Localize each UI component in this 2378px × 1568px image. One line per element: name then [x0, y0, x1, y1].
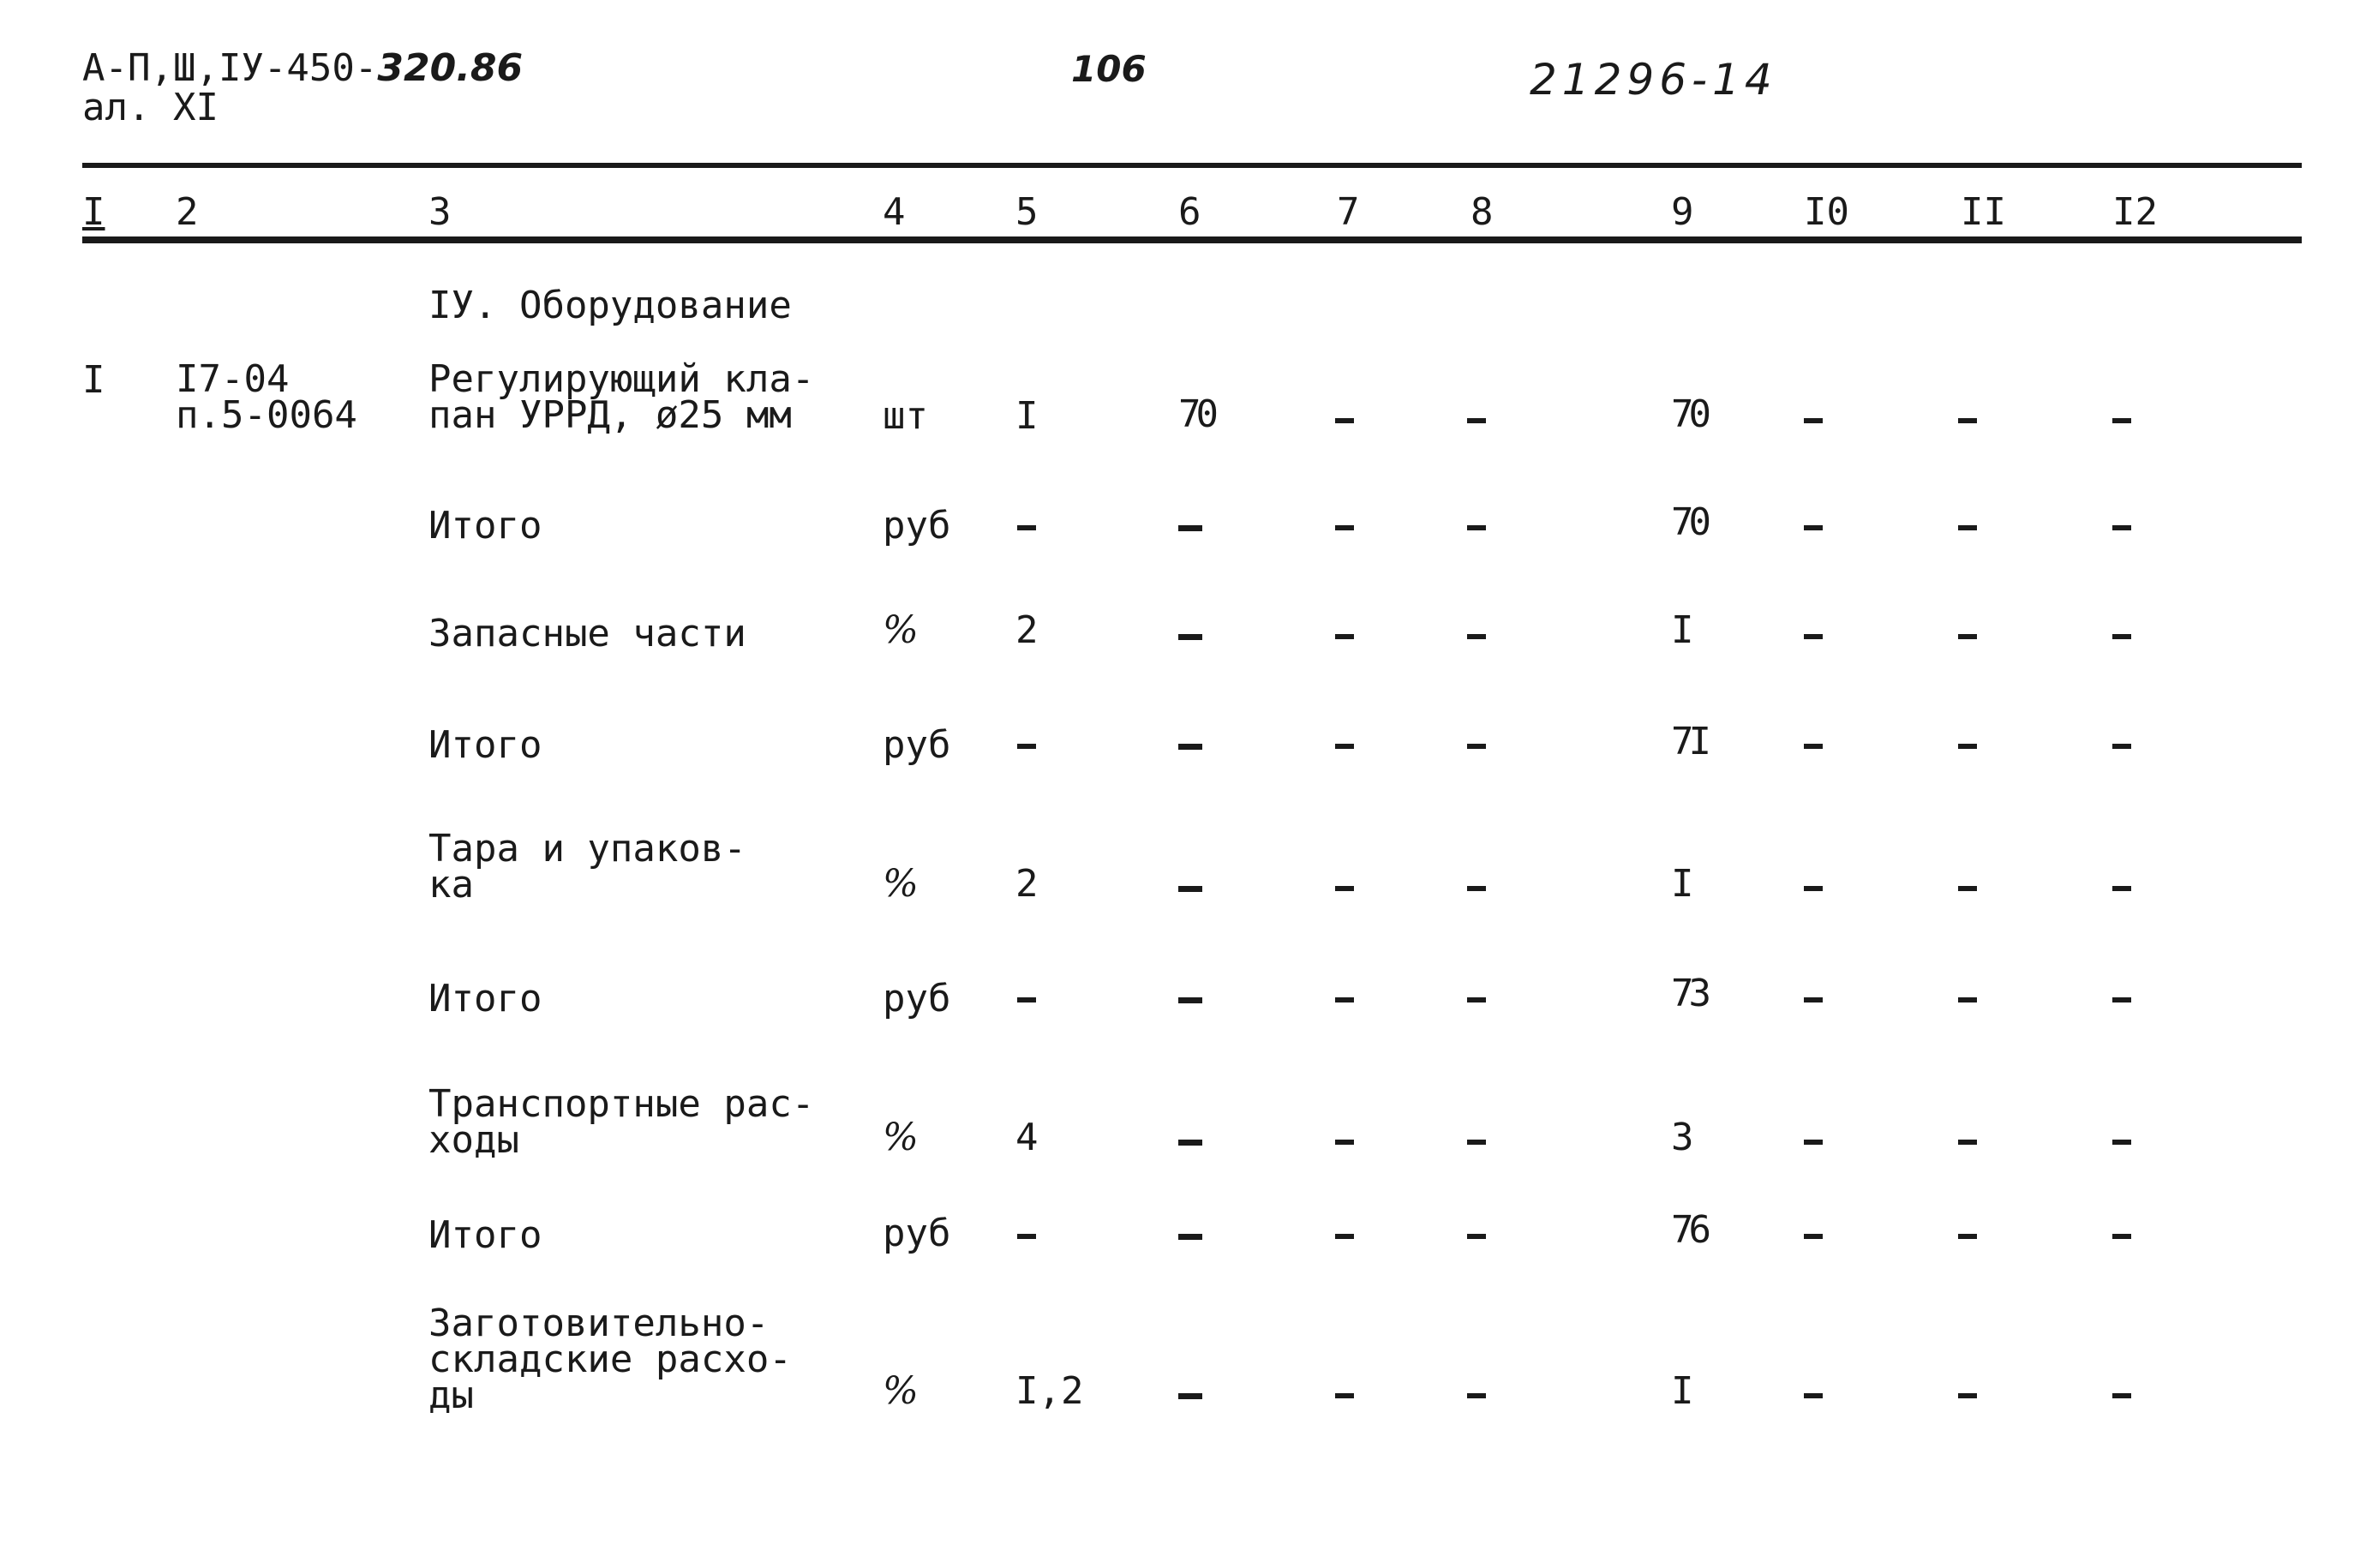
quantity: I,2 — [1015, 1369, 1084, 1413]
dash — [1467, 997, 1486, 1002]
total-cost: 70 — [1671, 500, 1706, 544]
dash — [1958, 1140, 1977, 1145]
dash — [1017, 1234, 1036, 1239]
total-cost: I — [1671, 1369, 1694, 1413]
column-header-8: 8 — [1471, 190, 1494, 234]
unit: руб — [883, 723, 951, 767]
quantity: I — [1015, 394, 1039, 438]
page-number: 106 — [1071, 48, 1147, 90]
table-top-rule — [82, 163, 2302, 168]
dash — [1958, 997, 1977, 1002]
dash — [1178, 634, 1202, 640]
total-cost: 3 — [1671, 1116, 1694, 1159]
dash — [2112, 634, 2131, 639]
dash — [1467, 1140, 1486, 1145]
dash — [1178, 1234, 1202, 1240]
total-cost: 76 — [1671, 1208, 1706, 1252]
dash — [2112, 997, 2131, 1002]
column-header-11: II — [1961, 190, 2006, 234]
dash — [1335, 886, 1354, 891]
doc-code — [82, 46, 524, 90]
column-header-12: I2 — [2112, 190, 2158, 234]
dash — [1958, 744, 1977, 749]
dash — [1958, 1234, 1977, 1239]
item-description: Итого — [428, 977, 542, 1020]
dash — [1335, 634, 1354, 639]
column-header-6: 6 — [1178, 190, 1201, 234]
column-header-5: 5 — [1015, 190, 1039, 234]
dash — [1804, 886, 1823, 891]
item-description: Итого — [428, 1213, 542, 1257]
total-cost: I — [1671, 608, 1694, 652]
dash — [1804, 634, 1823, 639]
dash — [1467, 886, 1486, 891]
unit: руб — [883, 504, 951, 548]
dash — [1335, 997, 1354, 1002]
unit: % — [883, 1116, 919, 1159]
unit: % — [883, 1369, 919, 1413]
dash — [1467, 1234, 1486, 1239]
dash — [1467, 525, 1486, 530]
dash — [1958, 634, 1977, 639]
doc-code-prefix: А-П,Ш,IУ-450- — [82, 46, 378, 90]
dash — [1017, 744, 1036, 749]
total-cost: 73 — [1671, 972, 1706, 1015]
unit: шт — [883, 394, 928, 438]
item-description: Заготовительно- складские расхо- ды — [428, 1302, 792, 1417]
item-description: Итого — [428, 504, 542, 548]
doc-number: 21296-14 — [1530, 55, 1777, 105]
dash — [1178, 997, 1202, 1003]
table-header-rule — [82, 236, 2302, 243]
dash — [1958, 886, 1977, 891]
total-cost: 70 — [1671, 392, 1706, 436]
unit: руб — [883, 977, 951, 1020]
unit: руб — [883, 1212, 951, 1255]
dash — [2112, 525, 2131, 530]
quantity: 2 — [1015, 862, 1039, 906]
dash — [1335, 1140, 1354, 1145]
dash — [1958, 525, 1977, 530]
column-header-10: I0 — [1804, 190, 1849, 234]
column-header-2: 2 — [176, 190, 199, 234]
dash — [1017, 525, 1036, 530]
section-title: IУ. Оборудование — [428, 284, 792, 327]
item-description: Транспортные рас- ходы — [428, 1082, 815, 1162]
column-header-7: 7 — [1337, 190, 1360, 234]
column-header-3: 3 — [428, 190, 452, 234]
dash — [2112, 1234, 2131, 1239]
dash — [1017, 997, 1036, 1002]
unit-price: 70 — [1178, 392, 1213, 436]
quantity: 2 — [1015, 608, 1039, 652]
column-header-4: 4 — [883, 190, 906, 234]
doc-sheet: ал. XI — [82, 86, 219, 129]
dash — [2112, 886, 2131, 891]
dash — [2112, 1140, 2131, 1145]
dash — [1804, 1140, 1823, 1145]
unit: % — [883, 608, 919, 652]
column-header-9: 9 — [1671, 190, 1694, 234]
dash — [2112, 1393, 2131, 1398]
item-description: Регулирующий кла- пан УРРД, ø25 мм — [428, 357, 815, 437]
total-cost: 7I — [1671, 720, 1706, 763]
doc-code-suffix: 320.86 — [377, 46, 524, 90]
dash — [1335, 1393, 1354, 1398]
quantity: 4 — [1015, 1116, 1039, 1159]
dash — [1178, 525, 1202, 531]
dash — [1335, 744, 1354, 749]
dash — [1804, 744, 1823, 749]
dash — [1804, 525, 1823, 530]
dash — [1467, 634, 1486, 639]
dash — [2112, 418, 2131, 423]
dash — [1178, 1393, 1202, 1399]
dash — [1804, 418, 1823, 423]
column-header-1: I — [82, 190, 105, 234]
dash — [2112, 744, 2131, 749]
dash — [1178, 1140, 1202, 1146]
dash — [1178, 886, 1202, 892]
unit: % — [883, 862, 919, 906]
dash — [1467, 744, 1486, 749]
total-cost: I — [1671, 862, 1694, 906]
dash — [1804, 1393, 1823, 1398]
dash — [1958, 418, 1977, 423]
item-description: Запасные части — [428, 612, 746, 655]
row-number: I — [82, 358, 105, 402]
dash — [1467, 1393, 1486, 1398]
dash — [1335, 525, 1354, 530]
item-description: Итого — [428, 723, 542, 767]
price-reference: I7-04 п.5-0064 — [176, 357, 357, 437]
dash — [1178, 744, 1202, 750]
item-description: Тара и упаков- ка — [428, 827, 746, 907]
dash — [1335, 1234, 1354, 1239]
dash — [1804, 1234, 1823, 1239]
dash — [1467, 418, 1486, 423]
dash — [1335, 418, 1354, 423]
dash — [1804, 997, 1823, 1002]
dash — [1958, 1393, 1977, 1398]
